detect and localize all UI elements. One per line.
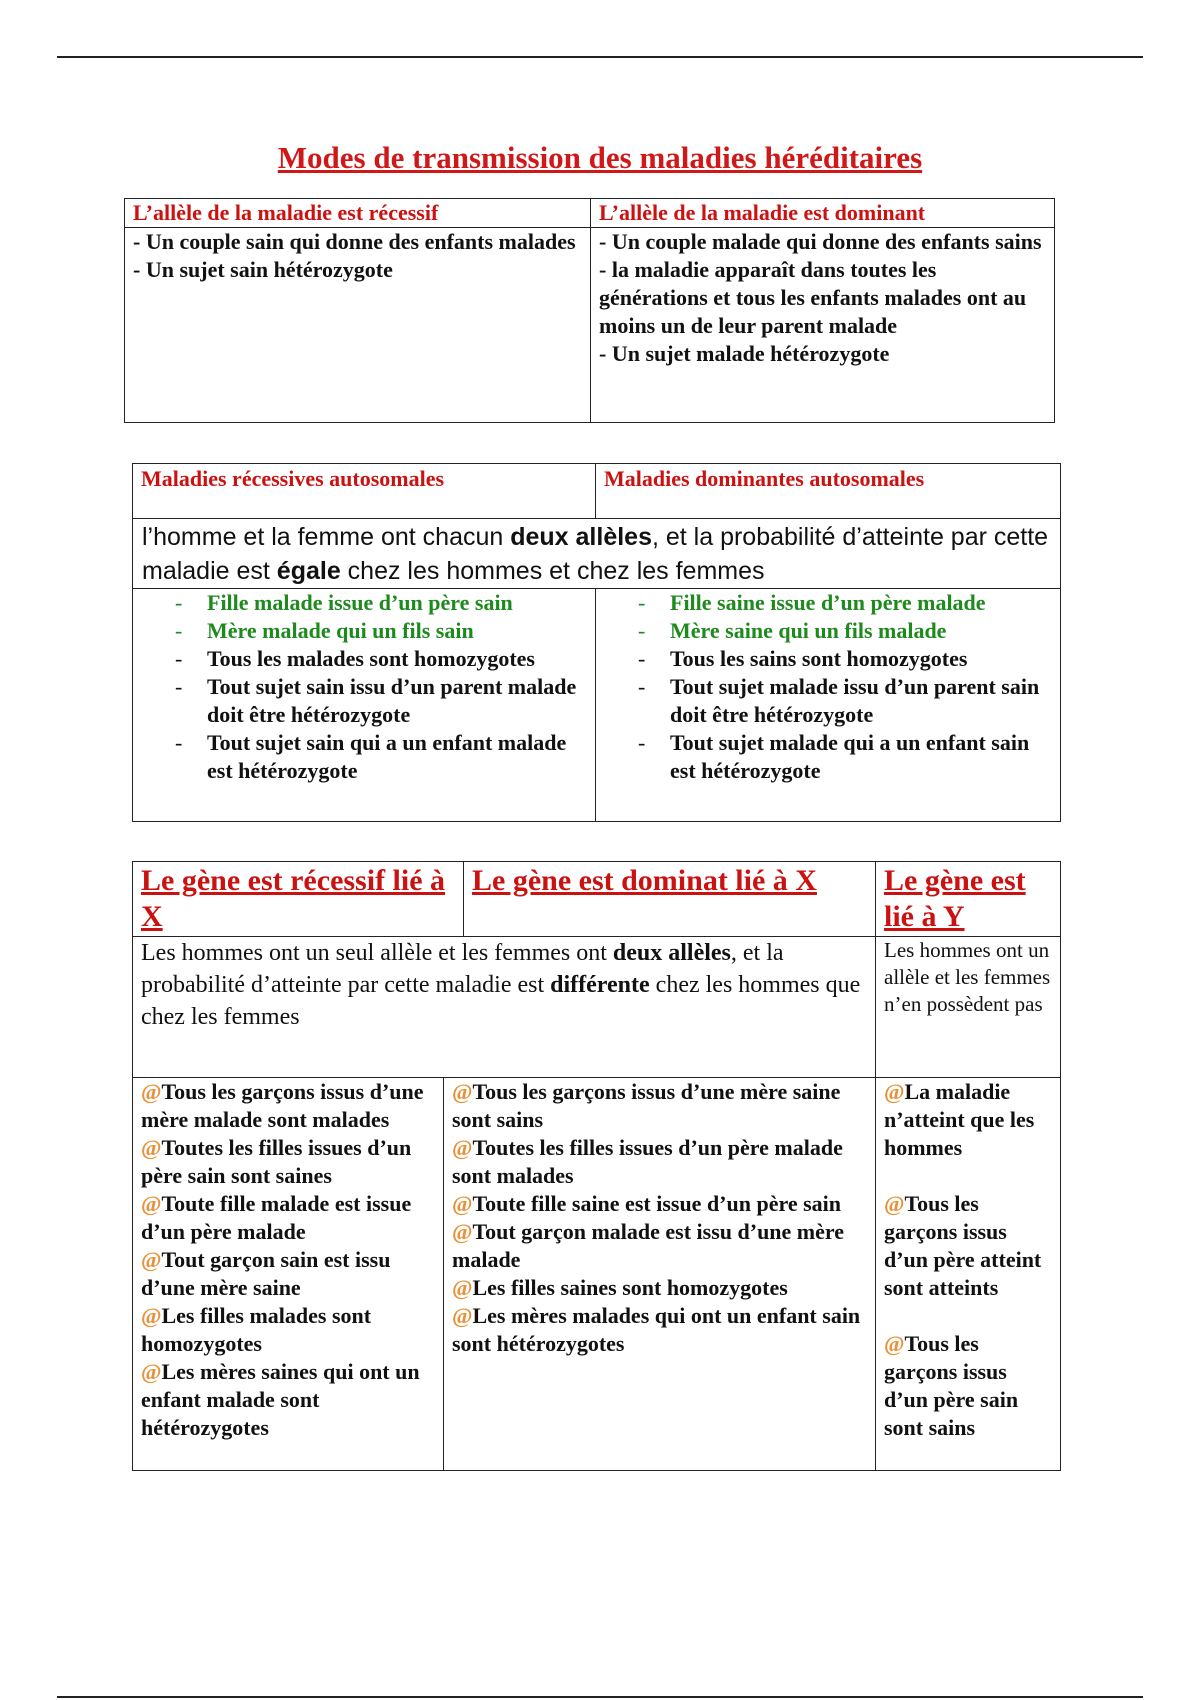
at-marker: @ xyxy=(141,1191,162,1216)
shared-text-bold: deux allèles xyxy=(510,523,652,551)
list-item: - Tous les malades sont homozygotes xyxy=(133,645,591,673)
at-marker: @ xyxy=(452,1303,473,1328)
list-item: @La maladie n’atteint que les hommes xyxy=(884,1079,1035,1160)
shared-text-part: l’homme et la femme ont chacun xyxy=(142,523,511,551)
list-item: - Fille saine issue d’un père malade xyxy=(596,589,1056,617)
at-marker: @ xyxy=(141,1247,162,1272)
x-recessive-header: Le gène est récessif lié à X xyxy=(133,862,464,937)
at-marker: @ xyxy=(141,1359,162,1384)
shared-text-bold: deux allèles xyxy=(612,940,731,966)
autosomal-recessive-header: Maladies récessives autosomales xyxy=(133,464,596,519)
autosomal-recessive-cell xyxy=(133,589,596,822)
list-item: @Tous les garçons issus d’une mère saine sont sains xyxy=(452,1079,841,1132)
list-item: @Tout garçon sain est issu d’une mère saine xyxy=(141,1247,391,1300)
list-item: - Mère saine qui un fils malade xyxy=(596,617,1056,645)
dominant-allele-line: - Un couple malade qui donne des enfants sains xyxy=(599,229,1042,254)
at-marker: @ xyxy=(141,1079,162,1104)
list-item: @Toute fille malade est issue d’un père malade xyxy=(141,1191,412,1244)
recessive-allele-line: - Un sujet sain hétérozygote xyxy=(133,257,393,282)
dominant-allele-line: - Un sujet malade hétérozygote xyxy=(599,341,890,366)
at-marker: @ xyxy=(452,1135,473,1160)
y-shared-text: Les hommes ont un allèle et les femmes n’en possèdent pas xyxy=(876,937,1061,1078)
list-item: - Fille malade issue d’un père sain xyxy=(133,589,591,617)
recessive-allele-cell xyxy=(125,228,591,423)
dominant-allele-line: - la maladie apparaît dans toutes les générations et tous les enfants malades ont au moins un de leur parent malade xyxy=(599,257,1027,338)
autosomal-dominant-cell xyxy=(596,589,1061,822)
list-item: - Tous les sains sont homozygotes xyxy=(596,645,1056,673)
sex-linked-table xyxy=(132,861,1061,1471)
recessive-allele-header: L’allèle de la maladie est récessif xyxy=(125,199,591,228)
at-marker: @ xyxy=(452,1079,473,1104)
y-linked-cell xyxy=(876,1078,1061,1471)
bottom-rule xyxy=(57,1696,1143,1698)
y-linked-header: Le gène est lié à Y xyxy=(876,862,1061,937)
x-dominant-header: Le gène est dominat lié à X xyxy=(464,862,876,937)
x-shared-text xyxy=(133,937,876,1078)
autosomal-recessive-list xyxy=(133,589,591,785)
at-marker: @ xyxy=(141,1135,162,1160)
at-marker: @ xyxy=(452,1191,473,1216)
autosomal-table xyxy=(132,463,1061,822)
list-item: @Toute fille saine est issue d’un père sain xyxy=(452,1191,842,1216)
shared-text-part: chez les hommes et chez les femmes xyxy=(340,557,765,585)
top-rule xyxy=(57,56,1143,58)
shared-text-part: , et la probabilité d’atteinte par cette maladie est xyxy=(141,940,784,998)
shared-text-bold: égale xyxy=(276,557,341,585)
at-marker: @ xyxy=(452,1275,473,1300)
shared-text-part: chez les hommes que chez les femmes xyxy=(141,972,861,1030)
list-item: - Tout sujet malade qui a un enfant sain est hétérozygote xyxy=(596,729,1056,785)
recessive-allele-line: - Un couple sain qui donne des enfants malades xyxy=(133,229,576,254)
page-title: Modes de transmission des maladies héréditaires xyxy=(277,140,923,175)
list-item: @Les mères saines qui ont un enfant malade sont hétérozygotes xyxy=(141,1359,420,1440)
x-dominant-cell xyxy=(444,1078,876,1471)
autosomal-dominant-list xyxy=(596,589,1056,785)
autosomal-dominant-header: Maladies dominantes autosomales xyxy=(596,464,1061,519)
allele-table xyxy=(124,198,1055,423)
dominant-allele-cell xyxy=(591,228,1055,423)
at-marker: @ xyxy=(141,1303,162,1328)
at-marker: @ xyxy=(884,1191,905,1216)
autosomal-shared-text xyxy=(133,519,1061,589)
list-item: @Toutes les filles issues d’un père sain sont saines xyxy=(141,1135,412,1188)
x-recessive-cell xyxy=(133,1078,444,1471)
list-item: - Mère malade qui un fils sain xyxy=(133,617,591,645)
list-item: @Tous les garçons issus d’un père sain sont sains xyxy=(884,1331,1019,1440)
list-item: @Les filles malades sont homozygotes xyxy=(141,1303,372,1356)
list-item: - Tout sujet malade issu d’un parent sain doit être hétérozygote xyxy=(596,673,1056,729)
list-item: @Les mères malades qui ont un enfant sain sont hétérozygotes xyxy=(452,1303,861,1356)
list-item: - Tout sujet sain issu d’un parent malade doit être hétérozygote xyxy=(133,673,591,729)
dominant-allele-header: L’allèle de la maladie est dominant xyxy=(591,199,1055,228)
shared-text-part: Les hommes ont un seul allèle et les femmes ont xyxy=(141,940,613,966)
list-item: @Tous les garçons issus d’une mère malade sont malades xyxy=(141,1079,424,1132)
at-marker: @ xyxy=(884,1079,905,1104)
shared-text-part: , et la probabilité d’atteinte par cette maladie est xyxy=(142,523,1049,585)
list-item: @Tous les garçons issus d’un père atteint sont atteints xyxy=(884,1191,1042,1300)
shared-text-bold: différente xyxy=(550,972,650,998)
list-item: @Toutes les filles issues d’un père malade sont malades xyxy=(452,1135,843,1188)
list-item: - Tout sujet sain qui a un enfant malade est hétérozygote xyxy=(133,729,591,785)
list-item: @Les filles saines sont homozygotes xyxy=(452,1275,788,1300)
at-marker: @ xyxy=(452,1219,473,1244)
list-item: @Tout garçon malade est issu d’une mère malade xyxy=(452,1219,845,1272)
at-marker: @ xyxy=(884,1331,905,1356)
